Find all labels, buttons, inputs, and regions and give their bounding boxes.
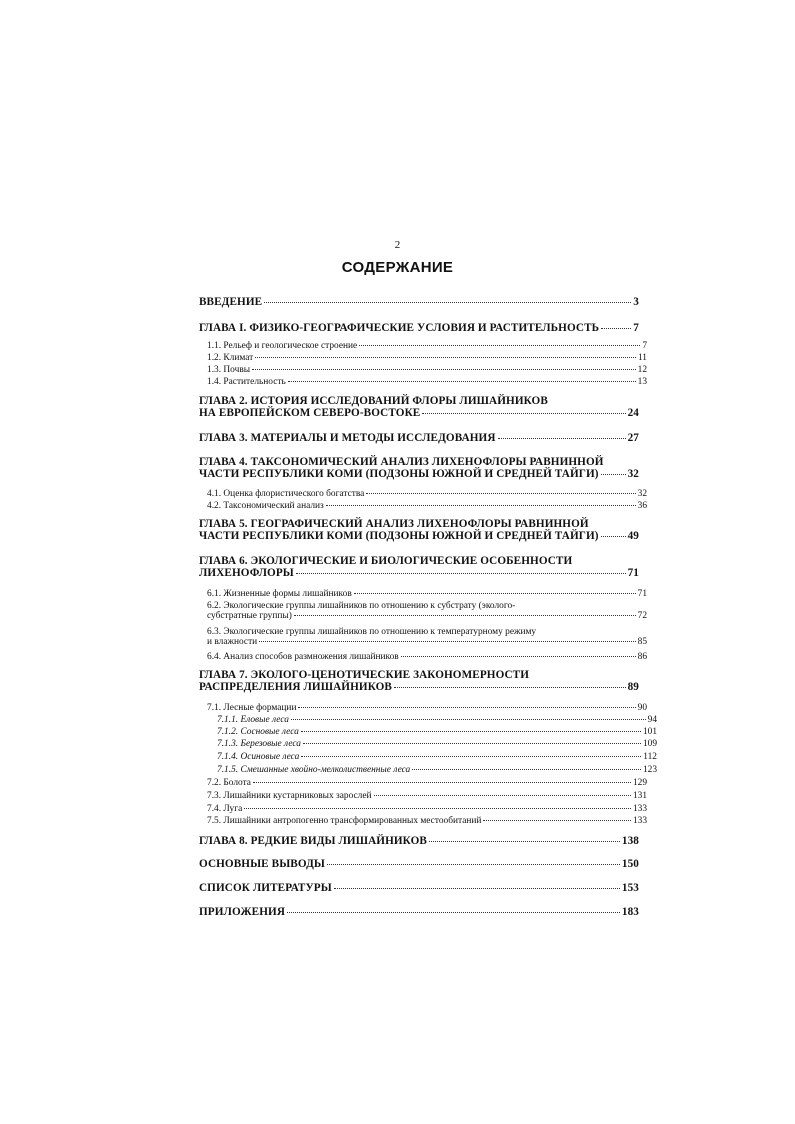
toc-entry-chapter-2[interactable]: ГЛАВА 2. ИСТОРИЯ ИССЛЕДОВАНИЙ ФЛОРЫ ЛИШАЙНИКОВ НА ЕВРОПЕЙСКОМ СЕВЕРО-ВОСТОКЕ 24 [199, 395, 639, 419]
toc-entry-chapter-6[interactable]: ГЛАВА 6. ЭКОЛОГИЧЕСКИЕ И БИОЛОГИЧЕСКИЕ ОСОБЕННОСТИ ЛИХЕНОФЛОРЫ 71 [199, 555, 639, 579]
toc-entry-7-1-2[interactable]: 7.1.2. Сосновые леса 101 [217, 727, 657, 737]
toc-entry-6-3[interactable]: 6.3. Экологические группы лишайников по отношению к температурному режиму и влажности 85 [207, 627, 647, 647]
toc-entry-chapter-3[interactable]: ГЛАВА 3. МАТЕРИАЛЫ И МЕТОДЫ ИССЛЕДОВАНИЯ 27 [199, 432, 639, 444]
toc-entry-7-3[interactable]: 7.3. Лишайники кустарниковых зарослей 131 [207, 791, 647, 801]
toc-entry-1-3[interactable]: 1.3. Почвы 12 [207, 365, 647, 375]
toc-entry-7-5[interactable]: 7.5. Лишайники антропогенно трансформированных местообитаний 133 [207, 816, 647, 826]
toc-entry-7-1-4[interactable]: 7.1.4. Осиновые леса 112 [217, 752, 657, 762]
toc-entry-1-1[interactable]: 1.1. Рельеф и геологическое строение 7 [207, 341, 647, 351]
toc-entry-7-1-3[interactable]: 7.1.3. Березовые леса 109 [217, 739, 657, 749]
toc-entry-4-2[interactable]: 4.2. Таксономический анализ 36 [207, 501, 647, 511]
toc-entry-6-2[interactable]: 6.2. Экологические группы лишайников по отношению к субстрату (эколого- субстратные группы) 72 [207, 601, 647, 621]
toc-entry-1-2[interactable]: 1.2. Климат 11 [207, 353, 647, 363]
toc-entry-7-2[interactable]: 7.2. Болота 129 [207, 778, 647, 788]
toc-entry-chapter-8[interactable]: ГЛАВА 8. РЕДКИЕ ВИДЫ ЛИШАЙНИКОВ 138 [199, 835, 639, 847]
toc-entry-7-1-5[interactable]: 7.1.5. Смешанные хвойно-мелколиственные леса 123 [217, 765, 657, 775]
toc-entry-7-1[interactable]: 7.1. Лесные формации 90 [207, 703, 647, 713]
toc-entry-references[interactable]: СПИСОК ЛИТЕРАТУРЫ 153 [199, 882, 639, 894]
toc-entry-6-4[interactable]: 6.4. Анализ способов размножения лишайников 86 [207, 652, 647, 662]
toc-entry-chapter-7[interactable]: ГЛАВА 7. ЭКОЛОГО-ЦЕНОТИЧЕСКИЕ ЗАКОНОМЕРНОСТИ РАСПРЕДЕЛЕНИЯ ЛИШАЙНИКОВ 89 [199, 669, 639, 693]
toc-entry-chapter-4[interactable]: ГЛАВА 4. ТАКСОНОМИЧЕСКИЙ АНАЛИЗ ЛИХЕНОФЛОРЫ РАВНИННОЙ ЧАСТИ РЕСПУБЛИКИ КОМИ (ПОДЗОНЫ ЮЖНОЙ И СРЕДНЕЙ ТАЙГИ) 32 [199, 456, 639, 480]
toc-entry-7-4[interactable]: 7.4. Луга 133 [207, 804, 647, 814]
toc-entry-1-4[interactable]: 1.4. Растительность 13 [207, 377, 647, 387]
toc-entry-7-1-1[interactable]: 7.1.1. Еловые леса 94 [217, 715, 657, 725]
toc-entry-6-1[interactable]: 6.1. Жизненные формы лишайников 71 [207, 589, 647, 599]
toc-entry-4-1[interactable]: 4.1. Оценка флористического богатства 32 [207, 489, 647, 499]
toc-entry-chapter-1[interactable]: ГЛАВА I. ФИЗИКО-ГЕОГРАФИЧЕСКИЕ УСЛОВИЯ И РАСТИТЕЛЬНОСТЬ 7 [199, 322, 639, 334]
toc-entry-conclusions[interactable]: ОСНОВНЫЕ ВЫВОДЫ 150 [199, 858, 639, 870]
page-number: 2 [394, 239, 401, 251]
toc-entry-appendices[interactable]: ПРИЛОЖЕНИЯ 183 [199, 906, 639, 918]
toc-entry-introduction[interactable]: ВВЕДЕНИЕ 3 [199, 296, 639, 308]
toc-heading: СОДЕРЖАНИЕ [341, 259, 454, 276]
toc-entry-chapter-5[interactable]: ГЛАВА 5. ГЕОГРАФИЧЕСКИЙ АНАЛИЗ ЛИХЕНОФЛОРЫ РАВНИННОЙ ЧАСТИ РЕСПУБЛИКИ КОМИ (ПОДЗОНЫ ЮЖНОЙ И СРЕДНЕЙ ТАЙГИ) 49 [199, 518, 639, 542]
